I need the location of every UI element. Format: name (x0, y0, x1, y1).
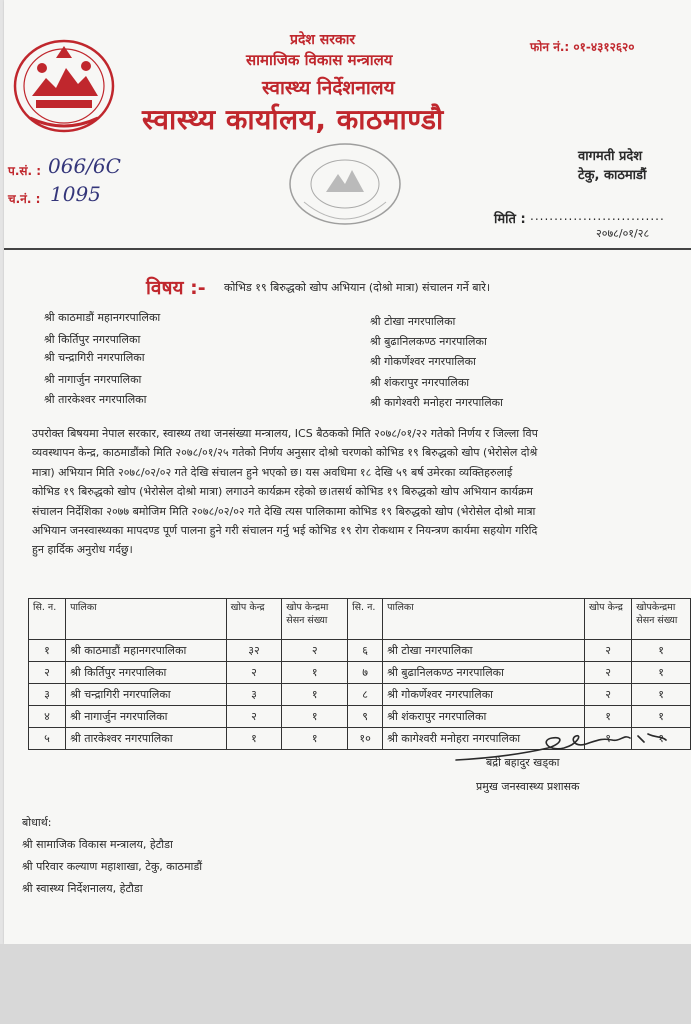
table-cell: श्री काठमाडौं महानगरपालिका (66, 640, 227, 662)
body-line: हुन हार्दिक अनुरोध गर्दछु। (32, 543, 133, 557)
column-header: खोपकेन्द्रमा सेसन संख्या (632, 599, 691, 640)
body-line: अभियान जनस्वास्थ्यका मापदण्ड पूर्ण पालना हुने गरी संचालन गर्नु भई कोभिड १९ रोग रोकथाम र नियन्त्रण कार्यमा सहयोग गरिदि (32, 524, 538, 538)
body-line: उपरोक्त बिषयमा नेपाल सरकार, स्वास्थ्य तथा जनसंख्या मन्त्रालय, ICS बैठकको मिति २०७८/०१/२२ गतेको निर्णय र जिल्ला विप (32, 427, 538, 440)
table-row (29, 684, 691, 706)
chalani-value: 1095 (50, 182, 101, 206)
table-cell: २ (282, 640, 348, 662)
subject-label: विषय :- (146, 277, 206, 299)
table-cell: १ (632, 662, 691, 684)
office-title: स्वास्थ्य कार्यालय, काठमाण्डौ (142, 103, 444, 136)
table-cell: २ (584, 640, 631, 662)
table-cell: श्री नागार्जुन नगरपालिका (66, 706, 227, 728)
column-header: खोप केन्द्र (226, 599, 282, 640)
cc-label: बोधार्थ: (22, 816, 52, 829)
table-row (29, 706, 691, 728)
addressee-left: श्री काठमाडौं महानगरपालिका (44, 311, 161, 324)
table-cell: ३ (29, 684, 66, 706)
body-line: कोभिड १९ बिरुद्धको खोप (भेरोसेल दोश्रो मात्रा) लगाउने कार्यक्रम रहेको छ।तसर्थ कोभिड १९ बिरुद्धको खोप अभियान कार्यक्रम (32, 485, 533, 499)
table-cell: ८ (348, 684, 383, 706)
province-name: वागमती प्रदेश (578, 149, 643, 164)
table-cell: १० (348, 728, 383, 750)
table-cell: श्री बुढानिलकण्ठ नगरपालिका (383, 662, 585, 684)
table-cell: ९ (348, 706, 383, 728)
body-line: मात्रा) अभियान मिति २०७८/०२/०२ गते देखि संचालन हुने भएको छ। यस अवधिमा १८ देखि ५९ बर्ष उमेरका व्यक्तिहरुलाई (32, 465, 513, 479)
table-cell: १ (584, 728, 631, 750)
body-paragraph (32, 424, 691, 560)
column-header: पालिका (383, 599, 585, 640)
signatory-name: बद्री बहादुर खड्का (486, 756, 560, 769)
page-margin-band (0, 944, 691, 1024)
table-cell: ३ (226, 684, 282, 706)
table-cell: २ (584, 684, 631, 706)
table-cell: १ (584, 706, 631, 728)
table-cell: २ (226, 706, 282, 728)
table-cell: १ (632, 728, 691, 750)
body-line: संचालन निर्देशिका २०७७ बमोजिम मिति २०७८/०२/०२ गते देखि त्यस पालिकामा कोभिड १९ बिरुद्धको खोप (भेरोसेल दोश्रो मात्रा (32, 504, 536, 518)
table-cell: १ (29, 640, 66, 662)
addressee-right: श्री टोखा नगरपालिका (370, 315, 456, 328)
cc-item: श्री स्वास्थ्य निर्देशनालय, हेटौडा (22, 882, 143, 895)
addressee-left: श्री किर्तिपुर नगरपालिका (44, 333, 141, 346)
table-cell: ७ (348, 662, 383, 684)
table-cell: श्री गोकर्णेश्वर नगरपालिका (383, 684, 585, 706)
table-cell: श्री शंकरापुर नगरपालिका (383, 706, 585, 728)
column-header: सि. न. (348, 599, 383, 640)
table-cell: १ (226, 728, 282, 750)
table-cell: ६ (348, 640, 383, 662)
column-header: खोप केन्द्र (584, 599, 631, 640)
table-cell: २ (584, 662, 631, 684)
subject-text: कोभिड १९ बिरुद्धको खोप अभियान (दोश्रो मात्रा) संचालन गर्ने बारे। (224, 281, 491, 294)
table-cell: श्री तारकेश्वर नगरपालिका (66, 728, 227, 750)
table-cell: श्री कागेश्वरी मनोहरा नगरपालिका (383, 728, 585, 750)
column-header: सि. न. (29, 599, 66, 640)
table-cell: १ (282, 684, 348, 706)
addressee-right: श्री गोकर्णेश्वर नगरपालिका (370, 355, 476, 368)
addressee-left: श्री तारकेश्वर नगरपालिका (44, 393, 147, 406)
addressee-right: श्री कागेश्वरी मनोहरा नगरपालिका (370, 396, 503, 409)
table-header-row (29, 599, 691, 640)
addressee-right: श्री शंकरापुर नगरपालिका (370, 376, 470, 389)
table-cell: श्री किर्तिपुर नगरपालिका (66, 662, 227, 684)
table-cell: २ (29, 662, 66, 684)
date-value: २०७८/०१/२८ (596, 227, 650, 240)
cc-item: श्री सामाजिक विकास मन्त्रालय, हेटौडा (22, 838, 173, 851)
office-address: टेकु, काठमाडौं (578, 168, 647, 183)
table-cell: ४ (29, 706, 66, 728)
addressee-left: श्री नागार्जुन नगरपालिका (44, 373, 142, 386)
phone-number: फोन नं.: ०१-४३१२६२० (530, 40, 635, 54)
cc-item: श्री परिवार कल्याण महाशाखा, टेकु, काठमाडौं (22, 860, 203, 873)
date-label: मिति : (494, 212, 526, 227)
table-cell: ३२ (226, 640, 282, 662)
patra-value: 066/6C (48, 154, 121, 178)
addressee-left: श्री चन्द्रागिरी नगरपालिका (44, 351, 145, 364)
government-emblem-icon (12, 38, 116, 134)
date-dotted-line: ............................ (530, 209, 665, 223)
table-row (29, 662, 691, 684)
table-cell: १ (632, 684, 691, 706)
column-header: पालिका (66, 599, 227, 640)
signatory-title: प्रमुख जनस्वास्थ्य प्रशासक (476, 780, 580, 793)
table-cell: १ (282, 728, 348, 750)
body-line: व्यवस्थापन केन्द्र, काठमाडौंको मिति २०७८/०१/२५ गतेको निर्णय अनुसार दोश्रो चरणको कोभिड १९ बिरुद्धको खोप (भेरोसेल दोश्रे (32, 446, 538, 460)
table-cell: १ (632, 640, 691, 662)
table-cell: श्री टोखा नगरपालिका (383, 640, 585, 662)
table-cell: श्री चन्द्रागिरी नगरपालिका (66, 684, 227, 706)
header-line-1: प्रदेश सरकार (290, 32, 356, 48)
table-cell: १ (282, 706, 348, 728)
header-line-2: सामाजिक विकास मन्त्रालय (246, 51, 393, 69)
header-line-3: स्वास्थ्य निर्देशनालय (262, 77, 395, 99)
office-seal-icon (286, 140, 404, 228)
table-cell: १ (282, 662, 348, 684)
chalani-label: च.नं. : (8, 192, 41, 206)
column-header: खोप केन्द्रमा सेसन संख्या (282, 599, 348, 640)
table-cell: १ (632, 706, 691, 728)
table-cell: ५ (29, 728, 66, 750)
table-row (29, 640, 691, 662)
addressee-right: श्री बुढानिलकण्ठ नगरपालिका (370, 335, 487, 348)
patra-label: प.सं. : (8, 164, 42, 178)
header-divider (4, 248, 691, 250)
table-cell: २ (226, 662, 282, 684)
